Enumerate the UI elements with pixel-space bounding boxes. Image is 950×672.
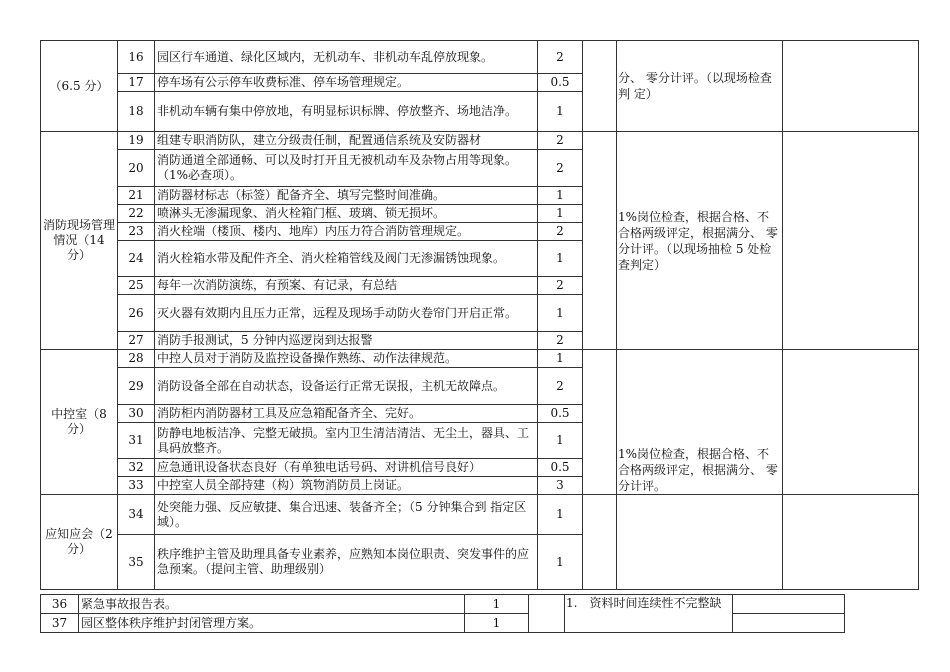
item-score: 1 <box>538 350 583 368</box>
item-score: 1 <box>465 614 529 633</box>
table-row <box>41 350 919 368</box>
item-text: 中控室人员全部持建（构）筑物消防员上岗证。 <box>155 477 538 495</box>
item-text: 消防设备全部在自动状态，设备运行正常无误报，主机无故障点。 <box>155 368 538 405</box>
item-score: 2 <box>538 277 583 295</box>
item-score: 2 <box>538 41 583 74</box>
evaluation-cell: 分、 零分计评。（以现场检查判 定） <box>617 41 783 132</box>
item-text: 消防手报测试，5 分钟内巡逻岗到达报警 <box>155 332 538 350</box>
item-number: 36 <box>41 595 79 614</box>
blank-cell <box>529 595 565 633</box>
item-score: 2 <box>538 368 583 405</box>
remarks-cell <box>783 132 919 350</box>
item-number: 30 <box>118 405 155 423</box>
item-number: 27 <box>118 332 155 350</box>
evaluation-cell: 1%岗位检查，根据合格、不合格两级评定，根据满分、 零分计评。（以现场抽检 5 处检查判定） <box>617 132 783 350</box>
item-number: 34 <box>118 495 155 535</box>
evaluation-cell-empty <box>617 495 783 590</box>
item-score: 1 <box>538 423 583 459</box>
item-text: 处突能力强、反应敏捷、集合迅速、装备齐全；（5 分钟集合到 指定区域）。 <box>155 495 538 535</box>
item-text: 灭火器有效期内且压力正常，远程及现场手动防火卷帘门开启正常。 <box>155 295 538 332</box>
item-score: 1 <box>538 92 583 132</box>
item-number: 24 <box>118 241 155 277</box>
item-score: 2 <box>538 132 583 150</box>
item-score: 0.5 <box>538 405 583 423</box>
item-score: 0.5 <box>538 459 583 477</box>
item-text: 消火栓端（楼顶、楼内、地库）内压力符合消防管理规定。 <box>155 223 538 241</box>
item-text: 喷淋头无渗漏现象、消火栓箱门框、玻璃、锁无损坏。 <box>155 205 538 223</box>
remarks-cell <box>783 41 919 132</box>
item-text: 停车场有公示停车收费标准、停车场管理规定。 <box>155 74 538 92</box>
item-score: 2 <box>538 223 583 241</box>
item-score: 1 <box>538 187 583 205</box>
blank-cell <box>583 350 617 495</box>
blank-cell <box>583 41 617 132</box>
item-number: 29 <box>118 368 155 405</box>
item-number: 19 <box>118 132 155 150</box>
remarks-cell <box>783 350 919 495</box>
category-cell: （6.5 分） <box>41 41 118 132</box>
item-number: 37 <box>41 614 79 633</box>
item-score: 1 <box>538 535 583 590</box>
category-cell: 中控室（8 分） <box>41 350 118 495</box>
item-score: 1 <box>538 205 583 223</box>
item-score: 2 <box>538 332 583 350</box>
item-number: 23 <box>118 223 155 241</box>
item-number: 17 <box>118 74 155 92</box>
item-text: 防静电地板洁净、完整无破损。室内卫生清洁清洁、无尘土，器具、工具码放整齐。 <box>155 423 538 459</box>
item-score: 1 <box>538 295 583 332</box>
table-row <box>41 132 919 150</box>
blank-cell <box>583 495 617 590</box>
item-text: 消防柜内消防器材工具及应急箱配备齐全、完好。 <box>155 405 538 423</box>
table-row <box>41 495 919 535</box>
item-text: 非机动车辆有集中停放地，有明显标识标牌、停放整齐、场地洁净。 <box>155 92 538 132</box>
table-row <box>41 41 919 74</box>
evaluation-cell: 1%岗位检查，根据合格、不合格两级评定，根据满分、 零分计评。 <box>617 350 783 495</box>
note-cell: 1. 资料时间连续性不完整缺 <box>565 595 733 633</box>
item-score: 3 <box>538 477 583 495</box>
score-table <box>40 40 919 590</box>
item-text: 秩序维护主管及助理具备专业素养，应熟知本岗位职责、突发事件的应急预案。（提问主管、助理级别） <box>155 535 538 590</box>
item-score: 1 <box>538 241 583 277</box>
item-number: 35 <box>118 535 155 590</box>
item-text: 消防器材标志（标签）配备齐全、填写完整时间准确。 <box>155 187 538 205</box>
item-number: 33 <box>118 477 155 495</box>
item-number: 20 <box>118 150 155 187</box>
item-text: 紧急事故报告表。 <box>79 595 465 614</box>
remarks-cell <box>783 495 919 590</box>
item-number: 22 <box>118 205 155 223</box>
item-number: 26 <box>118 295 155 332</box>
item-text: 每年一次消防演练，有预案、有记录，有总结 <box>155 277 538 295</box>
blank-cell <box>583 132 617 350</box>
table-row <box>41 595 845 614</box>
item-number: 31 <box>118 423 155 459</box>
item-score: 1 <box>538 495 583 535</box>
documents-table <box>40 594 845 633</box>
item-number: 16 <box>118 41 155 74</box>
item-text: 消防通道全部通畅、可以及时打开且无被机动车及杂物占用等现象。（1%必查项）。 <box>155 150 538 187</box>
item-text: 园区行车通道、绿化区域内，无机动车、非机动车乱停放现象。 <box>155 41 538 74</box>
item-text: 应急通讯设备状态良好（有单独电话号码、对讲机信号良好） <box>155 459 538 477</box>
item-text: 组建专职消防队，建立分级责任制，配置通信系统及安防器材 <box>155 132 538 150</box>
item-score: 0.5 <box>538 74 583 92</box>
item-number: 21 <box>118 187 155 205</box>
category-cell: 应知应会（2分） <box>41 495 118 590</box>
item-text: 中控人员对于消防及监控设备操作熟练、动作法律规范。 <box>155 350 538 368</box>
item-number: 32 <box>118 459 155 477</box>
item-score: 2 <box>538 150 583 187</box>
remarks-cell <box>733 595 845 614</box>
item-number: 28 <box>118 350 155 368</box>
item-text: 消火栓箱水带及配件齐全、消火栓箱管线及阀门无渗漏锈蚀现象。 <box>155 241 538 277</box>
remarks-cell <box>733 614 845 633</box>
category-cell: 消防现场管理情况（14 分） <box>41 132 118 350</box>
item-number: 25 <box>118 277 155 295</box>
item-text: 园区整体秩序维护封闭管理方案。 <box>79 614 465 633</box>
item-number: 18 <box>118 92 155 132</box>
item-score: 1 <box>465 595 529 614</box>
